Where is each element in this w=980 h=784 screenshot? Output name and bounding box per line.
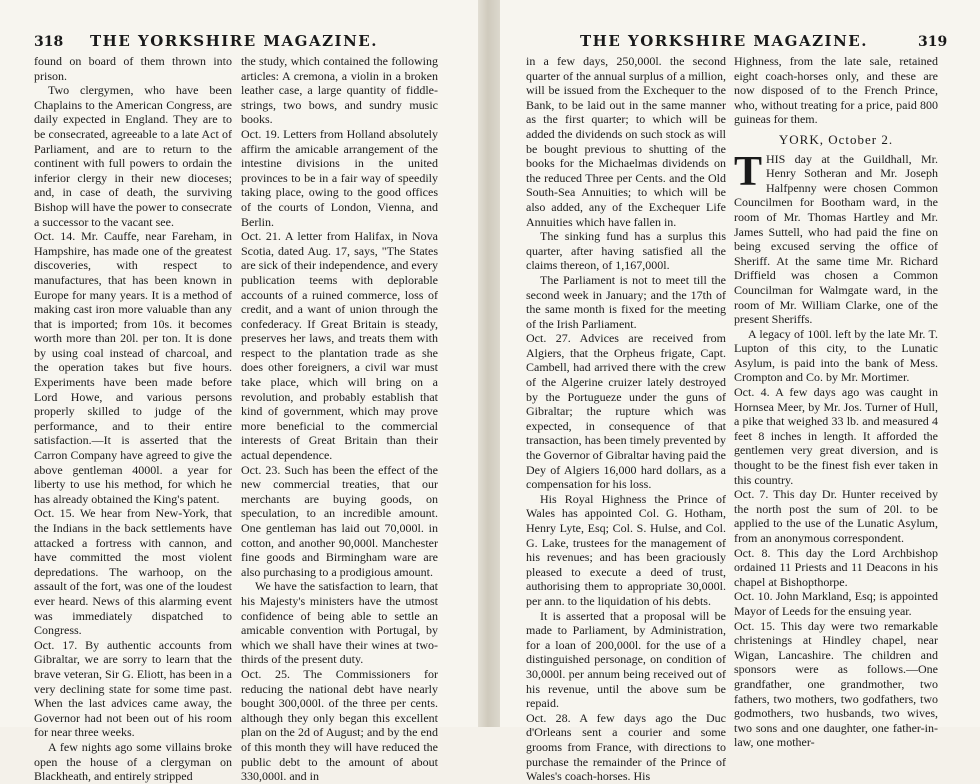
paragraph: The sinking fund has a surplus this quarter, after having satisfied all the claims thereon, of 1,167,000l. (526, 229, 726, 273)
page-number-left: 318 (34, 34, 64, 50)
paragraph: Oct. 7. This day Dr. Hunter received by the north post the sum of 20l. to be applied to the use of the Lunatic Asylum, from an anonymous correspondent. (734, 487, 938, 545)
left-column-1 (34, 54, 232, 784)
right-column-2-top (734, 54, 938, 127)
paragraph: Oct. 15. We hear from New-York, that the Indians in the back settlements have attacked a fortress with cannon, and have committed the most violent depredations. The warhoop, on the assault of the fort, was one of the loudest ever heard. News of this alarming event was immediately dispatched to Congress. (34, 506, 232, 638)
york-dateline: YORK, October 2. (778, 131, 894, 147)
paragraph: Two clergymen, who have been Chaplains to the American Congress, are daily expected in England. They are to be consecrated, agreeable to a late Act of Parliament, and are to return to the continent with full powers to ordain the inferior clergy in their new dioceses; and, in case of death, the surviving Bishop will have the power to consecrate a successor to the vacant see. (34, 83, 232, 229)
right-column-2 (734, 54, 938, 750)
left-page (0, 0, 478, 784)
paragraph: Oct. 19. Letters from Holland absolutely affirm the amicable arrangement of the intestine divisions in the united provinces to be in a fair way of speedily taking place, owing to the good offices of the courts of London, Vienna, and Berlin. (241, 126, 438, 229)
right-page (500, 0, 980, 784)
paragraph: Oct. 8. This day the Lord Archbishop ordained 11 Priests and 11 Deacons in his chapel at Bishopthorpe. (734, 545, 938, 589)
paragraph: A legacy of 100l. left by the late Mr. T. Lupton of this city, to the Lunatic Asylum, is paid into the bank of Mess. Crompton and Co. by Mr. Mortimer. (734, 326, 938, 385)
paragraph: the study, which contained the following articles: A cremona, a violin in a broken leather case, a large quantity of fiddle-strings, two bows, and sundry music books. (241, 54, 438, 127)
drop-cap: T (734, 148, 763, 195)
left-column-2 (241, 54, 438, 784)
paragraph: Oct. 4. A few days ago was caught in Hornsea Meer, by Mr. Jos. Turner of Hull, a pike that weighed 33 lb. and measured 4 feet 8 inches in length. It afforded the gentlemen very great diversion, and is thought to be the finest fish ever taken in this country. (734, 385, 938, 487)
running-head-left: THE YORKSHIRE MAGAZINE. (90, 32, 378, 50)
paragraph: A few nights ago some villains broke open the house of a clergyman on Blackheath, and entirely stripped (34, 739, 232, 784)
paragraph: HIS day at the Guildhall, Mr. Henry Sotheran and Mr. Joseph Halfpenny were chosen Common Councilmen for Bootham ward, in the room of Mr. Thomas Hartley and Mr. James Suttell, who had paid the fine on being excused serving the office of Sheriff. At the same time Mr. Richard Driffield was chosen a Common Councilman for Walmgate ward, in the room of Mr. William Clarke, one of the present Sheriffs. (734, 151, 938, 327)
paragraph: Oct. 25. The Commissioners for reducing the national debt have nearly bought 300,000l. of the three per cents. although they only began this excellent plan on the 2d of August; and by the end of this month they will have reduced the public debt to the amount of about 330,000l. and in (241, 666, 438, 784)
right-column-2-body (734, 148, 938, 750)
paragraph: Oct. 28. A few days ago the Duc d'Orleans sent a courier and some grooms from France, with directions to purchase the remainder of the Prince of Wales's coach-horses. His (526, 710, 726, 784)
paragraph: Highness, from the late sale, retained eight coach-horses only, and these are now disposed of to the French Prince, who, without treating for a price, paid 800 guineas for them. (734, 54, 938, 127)
paragraph: Oct. 15. This day were two remarkable christenings at Hindley chapel, near Wigan, Lancashire. The children and sponsors were as follows.—One grandfather, one grandmother, two fathers, two mothers, two godfathers, two godmothers, two husbands, two wives, two sons and one daughter, one father-in-law, one mother- (734, 618, 938, 750)
paragraph: His Royal Highness the Prince of Wales has appointed Col. G. Hotham, Henry Lyte, Esq; Col. S. Hulse, and Col. G. Lake, trustees for the management of his revenues; and has been graciously pleased to execute a deed of trust, authorising them to appropriate 30,000l. per ann. to the liquidation of his debts. (526, 491, 726, 608)
paragraph: found on board of them thrown into prison. (34, 54, 232, 83)
right-column-1 (526, 54, 726, 784)
paragraph: The Parliament is not to meet till the second week in January; and the 17th of the same month is fixed for the meeting of the Irish Parliament. (526, 272, 726, 331)
paragraph: Oct. 27. Advices are received from Algiers, that the Orpheus frigate, Capt. Cambell, had arrived there with the crew of the Algerine cruizer lately destroyed by the Portugueze under the guns of Gibraltar; the rupture which was expected, in consequence of that transaction, has been timely prevented by the Governor of Gibraltar having paid the Dey of Algiers 16,000 hard dollars, as a compensation for his loss. (526, 331, 726, 492)
paragraph: Oct. 14. Mr. Cauffe, near Fareham, in Hampshire, has made one of the greatest discoveries, with respect to manufactures, that has been known in Europe for many years. It is a method of making cast iron more valuable than any that is imported; from 10s. it becomes worth more than 20l. per ton. It is done by using coal instead of charcoal, and the operation takes but five hours. Experiments have been made before Lord Howe, and various persons properly skilled to judge of the performance, and to their entire satisfaction.—It is asserted that the Carron Company have agreed to give the above gentleman 4000l. a year for liberty to use his method, for which he has already obtained the King's patent. (34, 229, 232, 506)
paragraph: in a few days, 250,000l. the second quarter of the annual surplus of a million, will be issued from the Exchequer to the Bank, to be laid out in the same manner as the first quarter; to which will be added the dividends on such stock as will be bought previous to shutting of the books for the Michaelmas dividends on the reduced Three per Cents. and the Old South-Sea Annuities; to which will be also added, any of the Exchequer Life Annuities which have fallen in. (526, 54, 726, 229)
page-number-right: 319 (918, 34, 948, 50)
paragraph: It is asserted that a proposal will be made to Parliament, by Administration, for a loan of 200,000l. for the use of a distinguished personage, on condition of 30,000l. per annum being received out of his revenue, until the above sum be repaid. (526, 608, 726, 711)
paragraph: We have the satisfaction to learn, that his Majesty's ministers have the utmost confidence of being able to settle an amicable convention with Portugal, by which we shall have their wines at two-thirds of the present duty. (241, 579, 438, 667)
paragraph: Oct. 21. A letter from Halifax, in Nova Scotia, dated Aug. 17, says, "The States are sick of their independence, and every publication teems with deplorable accounts of a ruined commerce, loss of credit, and a want of union through the confederacy. If Great Britain is steady, preserves her laws, and treats them with respect to the plantation trade as she does other foreigners, a civil war must take place, which will bring on a revolution, and probably establish that kind of government, which may prove more beneficial to the commercial interests of Great Britain than their actual dependence. (241, 229, 438, 463)
book-gutter (478, 0, 500, 727)
running-head-right: THE YORKSHIRE MAGAZINE. (580, 32, 868, 50)
paragraph: Oct. 10. John Markland, Esq; is appointed Mayor of Leeds for the ensuing year. (734, 589, 938, 618)
paragraph: Oct. 17. By authentic accounts from Gibraltar, we are sorry to learn that the brave veteran, Sir G. Eliott, has been in a very declining state for some time past. When the last advices came away, the Governor had not been out of his room for near three weeks. (34, 637, 232, 740)
paragraph: Oct. 23. Such has been the effect of the new commercial treaties, that our merchants are buying goods, on speculation, to an incredible amount. One gentleman has laid out 70,000l. in cotton, and another 90,000l. Manchester fine goods and Birmingham ware are also purchasing to a prodigious amount. (241, 462, 438, 579)
